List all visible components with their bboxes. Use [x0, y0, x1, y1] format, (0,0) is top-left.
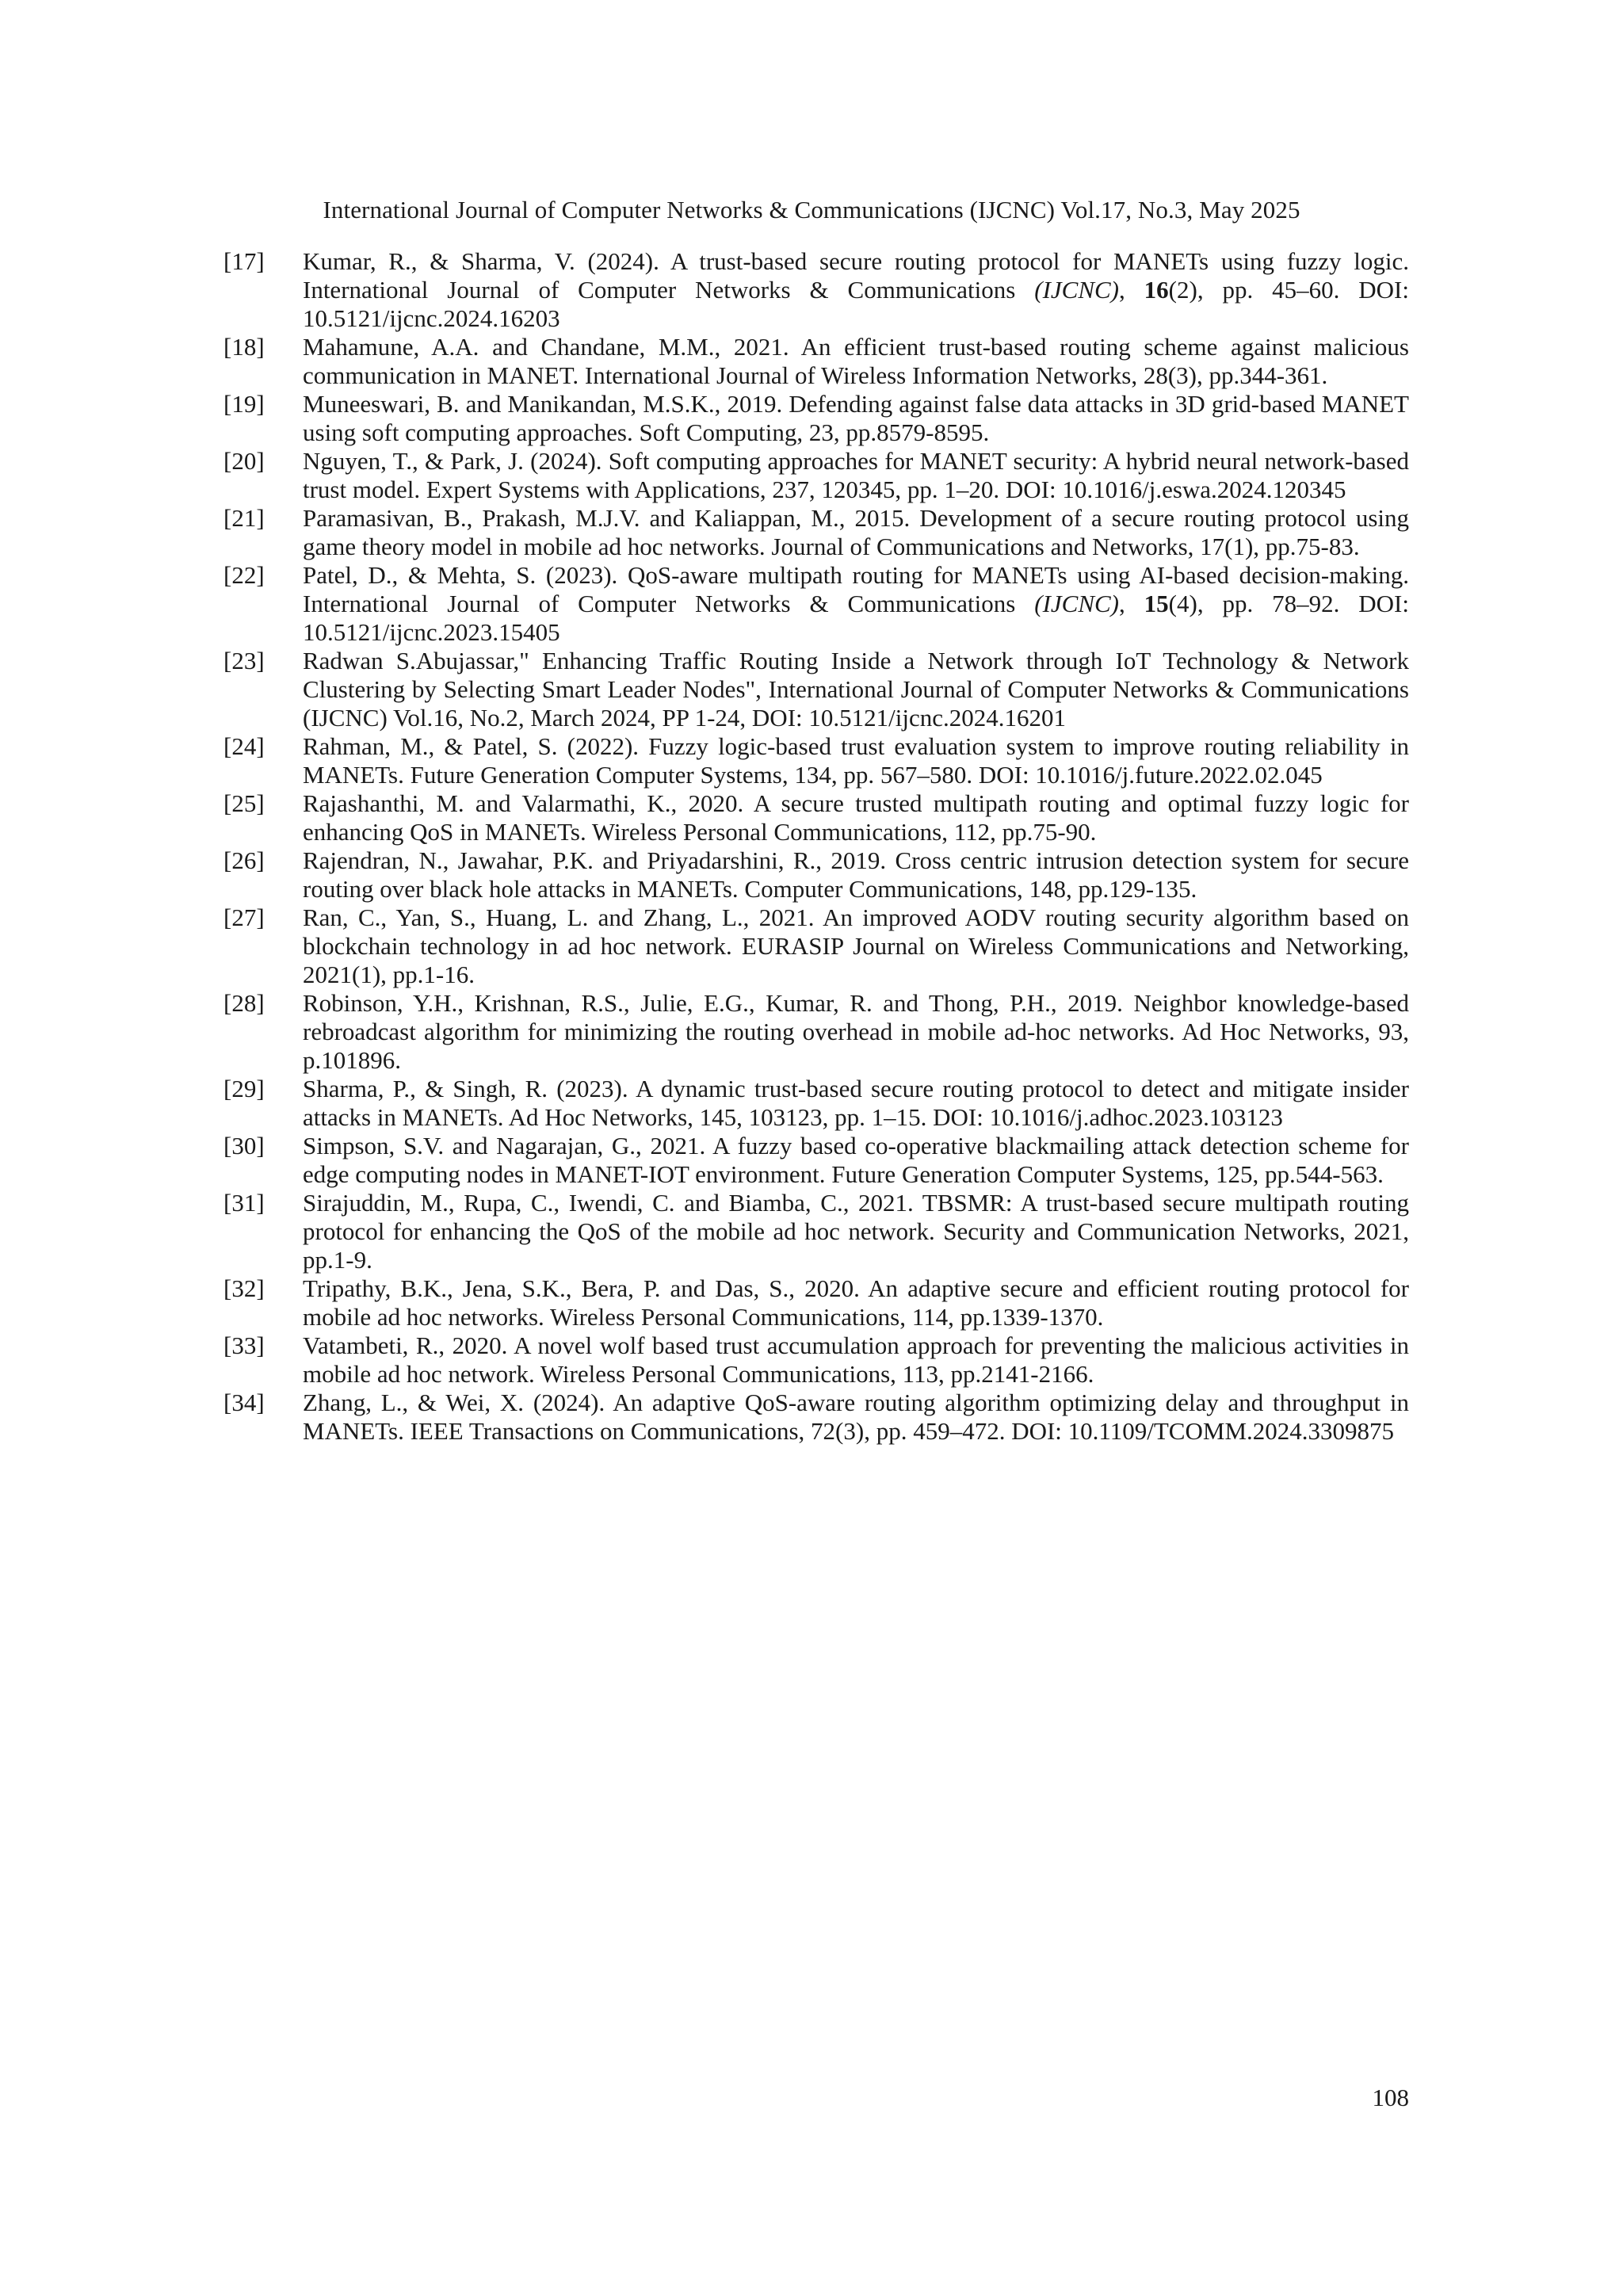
reference-text: Robinson, Y.H., Krishnan, R.S., Julie, E.G., Kumar, R. and Thong, P.H., 2019. Neighbor knowledge-based rebroadcast algorithm for minimizing the routing overhead in mobile ad-hoc networks. Ad Hoc Networks, 93, p.101896.: [303, 989, 1409, 1074]
reference-item: [223, 1274, 1409, 1331]
reference-text: Patel, D., & Mehta, S. (2023). QoS-aware multipath routing for MANETs using AI-based decision-making. International Journal of Computer Networks & Communications (IJCNC), 15(4), pp. 78–92. DOI: 10.5121/ijcnc.2023.15405: [303, 561, 1409, 646]
reference-list: [223, 247, 1409, 1446]
reference-text: Simpson, S.V. and Nagarajan, G., 2021. A fuzzy based co-operative blackmailing attack detection scheme for edge computing nodes in MANET-IOT environment. Future Generation Computer Systems, 125, pp.544-563.: [303, 1132, 1409, 1188]
reference-number: [27]: [223, 904, 265, 931]
reference-text: Paramasivan, B., Prakash, M.J.V. and Kaliappan, M., 2015. Development of a secure routing protocol using game theory model in mobile ad hoc networks. Journal of Communications and Networks, 17(1), pp.75-83.: [303, 504, 1409, 560]
reference-item: [223, 333, 1409, 390]
reference-item: [223, 247, 1409, 333]
reference-item: [223, 647, 1409, 732]
reference-number: [34]: [223, 1389, 265, 1416]
reference-text: Rajendran, N., Jawahar, P.K. and Priyadarshini, R., 2019. Cross centric intrusion detection system for secure routing over black hole attacks in MANETs. Computer Communications, 148, pp.129-135.: [303, 846, 1409, 903]
page-number: 108: [1372, 2084, 1409, 2111]
reference-number: [32]: [223, 1274, 265, 1302]
reference-number: [22]: [223, 561, 265, 589]
reference-item: [223, 1132, 1409, 1189]
reference-text: Vatambeti, R., 2020. A novel wolf based trust accumulation approach for preventing the malicious activities in mobile ad hoc network. Wireless Personal Communications, 113, pp.2141-2166.: [303, 1331, 1409, 1388]
reference-text: Nguyen, T., & Park, J. (2024). Soft computing approaches for MANET security: A hybrid neural network-based trust model. Expert Systems with Applications, 237, 120345, pp. 1–20. DOI: 10.1016/j.eswa.2024.120345: [303, 447, 1409, 503]
reference-item: [223, 1331, 1409, 1389]
reference-number: [23]: [223, 647, 265, 674]
reference-number: [20]: [223, 447, 265, 475]
reference-text: Rahman, M., & Patel, S. (2022). Fuzzy logic-based trust evaluation system to improve routing reliability in MANETs. Future Generation Computer Systems, 134, pp. 567–580. DOI: 10.1016/j.future.2022.02.045: [303, 732, 1409, 789]
reference-item: [223, 447, 1409, 504]
reference-number: [33]: [223, 1331, 265, 1359]
reference-item: [223, 561, 1409, 647]
reference-item: [223, 904, 1409, 989]
reference-text: Ran, C., Yan, S., Huang, L. and Zhang, L., 2021. An improved AODV routing security algorithm based on blockchain technology in ad hoc network. EURASIP Journal on Wireless Communications and Networking, 2021(1), pp.1-16.: [303, 904, 1409, 988]
reference-text: Radwan S.Abujassar," Enhancing Traffic Routing Inside a Network through IoT Technology & Network Clustering by Selecting Smart Leader Nodes", International Journal of Computer Networks & Communications (IJCNC) Vol.16, No.2, March 2024, PP 1-24, DOI: 10.5121/ijcnc.2024.16201: [303, 647, 1409, 732]
reference-text: Mahamune, A.A. and Chandane, M.M., 2021. An efficient trust-based routing scheme against malicious communication in MANET. International Journal of Wireless Information Networks, 28(3), pp.344-361.: [303, 333, 1409, 389]
reference-number: [18]: [223, 333, 265, 361]
reference-text: Sharma, P., & Singh, R. (2023). A dynamic trust-based secure routing protocol to detect and mitigate insider attacks in MANETs. Ad Hoc Networks, 145, 103123, pp. 1–15. DOI: 10.1016/j.adhoc.2023.103123: [303, 1075, 1409, 1131]
reference-number: [21]: [223, 504, 265, 532]
reference-text: Zhang, L., & Wei, X. (2024). An adaptive QoS-aware routing algorithm optimizing delay and throughput in MANETs. IEEE Transactions on Communications, 72(3), pp. 459–472. DOI: 10.1109/TCOMM.2024.3309875: [303, 1389, 1409, 1445]
volume-bold: 15: [1144, 590, 1169, 617]
reference-item: [223, 789, 1409, 846]
reference-text: Tripathy, B.K., Jena, S.K., Bera, P. and Das, S., 2020. An adaptive secure and efficient routing protocol for mobile ad hoc networks. Wireless Personal Communications, 114, pp.1339-1370.: [303, 1274, 1409, 1331]
reference-number: [19]: [223, 390, 265, 418]
reference-item: [223, 1075, 1409, 1132]
reference-number: [26]: [223, 846, 265, 874]
reference-text: Sirajuddin, M., Rupa, C., Iwendi, C. and Biamba, C., 2021. TBSMR: A trust-based secure multipath routing protocol for enhancing the QoS of the mobile ad hoc network. Security and Communication Networks, 2021, pp.1-9.: [303, 1189, 1409, 1274]
reference-item: [223, 1189, 1409, 1274]
reference-number: [29]: [223, 1075, 265, 1102]
reference-item: [223, 846, 1409, 904]
reference-item: [223, 989, 1409, 1075]
journal-abbrev-italic: (IJCNC): [1034, 590, 1120, 617]
reference-number: [28]: [223, 989, 265, 1017]
reference-item: [223, 1389, 1409, 1446]
reference-item: [223, 504, 1409, 561]
reference-text: Rajashanthi, M. and Valarmathi, K., 2020. A secure trusted multipath routing and optimal fuzzy logic for enhancing QoS in MANETs. Wireless Personal Communications, 112, pp.75-90.: [303, 789, 1409, 846]
reference-item: [223, 732, 1409, 789]
volume-bold: 16: [1144, 276, 1169, 304]
reference-text: Kumar, R., & Sharma, V. (2024). A trust-based secure routing protocol for MANETs using fuzzy logic. International Journal of Computer Networks & Communications (IJCNC), 16(2), pp. 45–60. DOI: 10.5121/ijcnc.2024.16203: [303, 247, 1409, 332]
journal-abbrev-italic: (IJCNC): [1034, 276, 1120, 304]
reference-number: [24]: [223, 732, 265, 760]
running-header: International Journal of Computer Networks & Communications (IJCNC) Vol.17, No.3, May 2025: [323, 196, 1300, 223]
reference-number: [31]: [223, 1189, 265, 1217]
reference-number: [25]: [223, 789, 265, 817]
reference-text: Muneeswari, B. and Manikandan, M.S.K., 2019. Defending against false data attacks in 3D grid-based MANET using soft computing approaches. Soft Computing, 23, pp.8579-8595.: [303, 390, 1409, 446]
reference-number: [17]: [223, 247, 265, 275]
reference-number: [30]: [223, 1132, 265, 1159]
reference-item: [223, 390, 1409, 447]
